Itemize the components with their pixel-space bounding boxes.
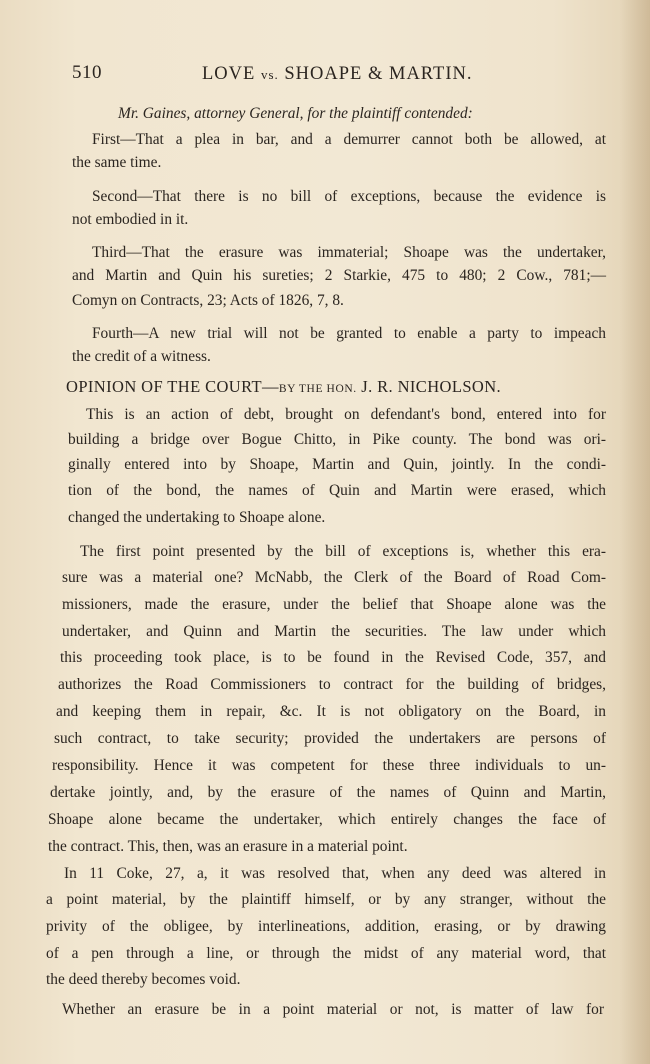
text-line: the contract. This, then, was an erasure in a material point. — [48, 838, 408, 855]
text-line: such contract, to take security; provided the undertakers are persons of — [54, 730, 606, 747]
text-line: ginally entered into by Shoape, Martin and Quin, jointly. In the condi- — [68, 456, 606, 473]
running-head-vs: vs. — [260, 67, 279, 82]
text-line: the same time. — [72, 154, 162, 171]
text-line: and keeping them in repair, &c. It is not obligatory on the Board, in — [56, 703, 606, 720]
running-head-left: LOVE — [202, 64, 261, 84]
text-line: In 11 Coke, 27, a, it was resolved that, when any deed was altered in — [64, 865, 606, 882]
text-line: a point material, by the plaintiff himself, or by any stranger, without the — [46, 891, 606, 908]
text-line: Third—That the erasure was immaterial; Shoape was the undertaker, — [92, 244, 606, 261]
opinion-heading-by: BY THE HON. — [278, 383, 357, 395]
text-line: building a bridge over Bogue Chitto, in Pike county. The bond was ori- — [68, 431, 606, 448]
text-line: privity of the obligee, by interlineations, addition, erasing, or by drawing — [46, 918, 606, 935]
text-line: Whether an erasure be in a point material or not, is matter of law for — [62, 1001, 604, 1018]
text-line: not embodied in it. — [72, 211, 189, 228]
text-line: of a pen through a line, or through the midst of any material word, that — [46, 945, 606, 962]
text-line: the deed thereby becomes void. — [46, 971, 241, 988]
text-line: changed the undertaking to Shoape alone. — [68, 509, 326, 526]
text-line: authorizes the Road Commissioners to contract for the building of bridges, — [58, 676, 606, 693]
text-line: The first point presented by the bill of exceptions is, whether this era- — [80, 543, 606, 560]
text-line: missioners, made the erasure, under the belief that Shoape alone was the — [62, 596, 606, 613]
text-line: and Martin and Quin his sureties; 2 Starkie, 475 to 480; 2 Cow., 781;— — [72, 267, 606, 284]
text-line: dertake jointly, and, by the erasure of the names of Quinn and Martin, — [50, 784, 606, 801]
opinion-heading-judge: J. R. NICHOLSON. — [356, 377, 502, 396]
text-line: responsibility. Hence it was competent for these three individuals to un- — [52, 757, 606, 774]
text-line: this proceeding took place, is to be found in the Revised Code, 357, and — [60, 649, 606, 666]
text-line: This is an action of debt, brought on defendant's bond, entered into for — [86, 406, 606, 423]
text-line: Fourth—A new trial will not be granted to enable a party to impeach — [92, 325, 606, 342]
text-line: Comyn on Contracts, 23; Acts of 1826, 7, 8. — [72, 292, 344, 309]
opinion-heading — [66, 377, 501, 399]
text-line: First—That a plea in bar, and a demurrer cannot both be allowed, at — [92, 131, 606, 148]
counsel-intro: Mr. Gaines, attorney General, for the plaintiff contended: — [118, 105, 473, 122]
page-edge-shadow — [620, 0, 650, 1064]
text-line: tion of the bond, the names of Quin and Martin were erased, which — [68, 482, 606, 499]
text-line: the credit of a witness. — [72, 348, 211, 365]
text-line: undertaker, and Quinn and Martin the securities. The law under which — [62, 623, 606, 640]
text-line: Shoape alone became the undertaker, which entirely changes the face of — [48, 811, 606, 828]
opinion-heading-prefix: OPINION OF THE COURT— — [66, 377, 279, 396]
text-line: Second—That there is no bill of exceptions, because the evidence is — [92, 188, 606, 205]
running-head — [202, 64, 472, 85]
page-number: 510 — [72, 62, 102, 83]
text-line: sure was a material one? McNabb, the Clerk of the Board of Road Com- — [62, 569, 606, 586]
page-header — [72, 62, 602, 88]
running-head-right: SHOAPE & MARTIN. — [278, 64, 473, 84]
